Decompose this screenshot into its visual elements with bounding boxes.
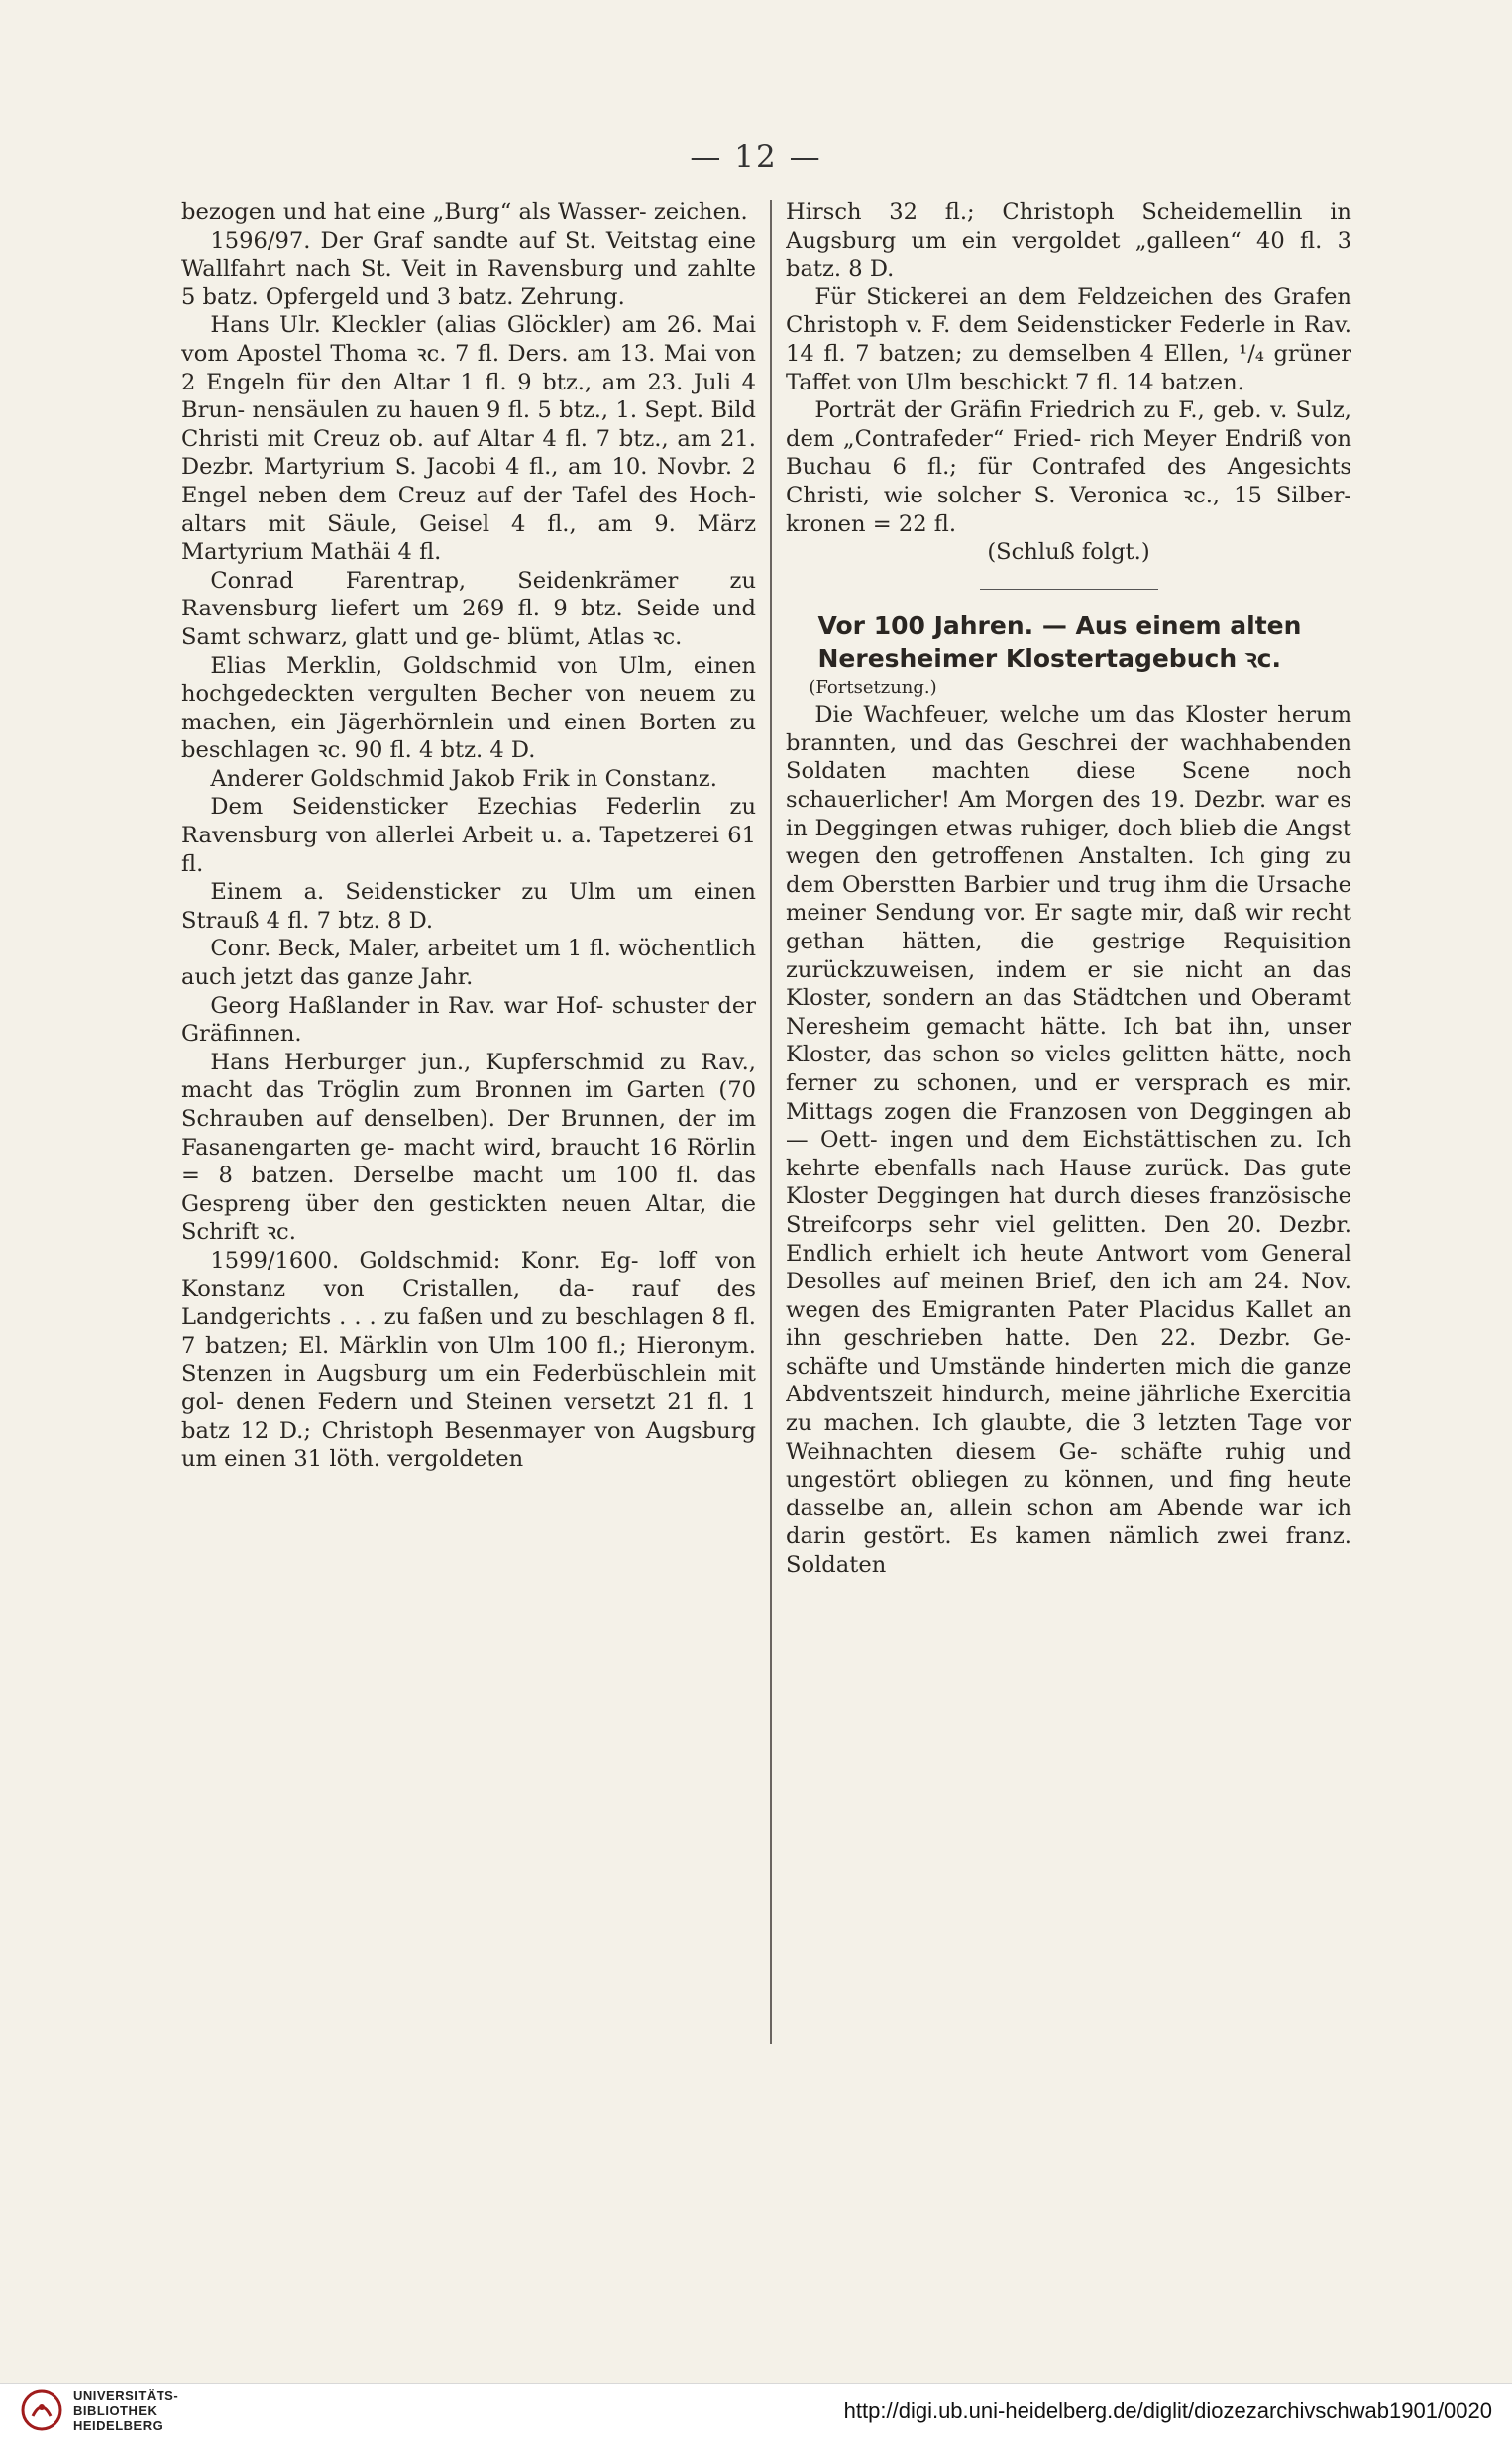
paragraph: Elias Merklin, Goldschmid von Ulm, einen hochgedeckten vergulten Becher von neuem zu machen, ein Jägerhörnlein und einen Borten zu beschlagen ꝛc. 90 fl. 4 btz. 4 D.: [181, 652, 756, 764]
paragraph: Dem Seidensticker Ezechias Federlin zu Ravensburg von allerlei Arbeit u. a. Tapetzerei 61 fl.: [181, 794, 756, 877]
paragraph: Hans Herburger jun., Kupferschmid zu Rav., macht das Tröglin zum Bronnen im Garten (70 Schrauben auf denselben). Der Brunnen, der im Fasanengarten ge- macht wird, braucht 16 Rörlin = 8 batzen. Derselbe macht um 100 fl. das Gespreng über den gestickten neuen Altar, die Schrift ꝛc.: [181, 1049, 756, 1246]
source-url-link[interactable]: http://digi.ub.uni-heidelberg.de/diglit/diozezarchivschwab1901/0020: [843, 2398, 1492, 2423]
library-logo[interactable]: [20, 2387, 178, 2434]
paragraph: Conrad Farentrap, Seidenkrämer zu Ravensburg liefert um 269 fl. 9 btz. Seide und Samt schwarz, glatt und ge- blümt, Atlas ꝛc.: [181, 567, 756, 650]
article-subnote: (Fortsetzung.): [809, 677, 937, 699]
section-separator: [980, 589, 1158, 591]
column-divider: [770, 200, 772, 2044]
university-seal-icon: [20, 2387, 63, 2434]
paragraph: Hirsch 32 fl.; Christoph Scheidemellin in Augsburg um ein vergoldet „galleen“ 40 fl. 3 batz. 8 D.: [786, 199, 1351, 282]
paragraph: bezogen und hat eine „Burg“ als Wasser- zeichen.: [181, 199, 748, 225]
logo-line: HEIDELBERG: [73, 2417, 163, 2433]
continued-note: (Schluß folgt.): [987, 539, 1150, 566]
paragraph: Georg Haßlander in Rav. war Hof- schuster der Gräfinnen.: [181, 992, 756, 1048]
paragraph: Die Wachfeuer, welche um das Kloster herum brannten, und das Geschrei der wachhabenden Soldaten machten diese Scene noch schauerlicher! Am Morgen des 19. Dezbr. war es in Deggingen etwas ruhiger, doch blieb die Angst wegen den getroffenen Anstalten. Ich ging zu dem Oberstten Barbier und trug ihm die Ursache meiner Sendung vor. Er sagte mir, daß wir recht gethan hätten, die gestrige Requisition zurückzuweisen, indem er sie nicht an das Kloster, sondern an das Städtchen und Oberamt Neresheim gemacht hätte. Ich bat ihn, unser Kloster, das schon so vieles gelitten hätte, noch ferner zu schonen, und er versprach es mir. Mittags zogen die Franzosen von Deggingen ab — Oett- ingen und dem Eichstättischen zu. Ich kehrte ebenfalls nach Hause zurück. Das gute Kloster Deggingen hat durch dieses französische Streifcorps sehr viel gelitten. Den 20. Dezbr. Endlich erhielt ich heute Antwort vom General Desolles auf meinen Brief, den ich am 24. Nov. wegen des Emigranten Pater Placidus Kallet an ihn geschrieben hatte. Den 22. Dezbr. Ge- schäfte und Umstände hinderten mich die ganze Abdventszeit hindurch, meine jährliche Exercitia zu machen. Ich glaubte, die 3 letzten Tage vor Weihnachten diesem Ge- schäfte ruhig und ungestört obliegen zu können, und fing heute dasselbe an, allein schon am Abende war ich darin gestört. Es kamen nämlich zwei franz. Soldaten: [786, 702, 1351, 1579]
article-title-line2: Neresheimer Klostertagebuch ꝛc.: [817, 644, 1281, 674]
paragraph: 1599/1600. Goldschmid: Konr. Eg- loff von Konstanz von Cristallen, da- rauf des Landgerichts . . . zu faßen und zu beschlagen 8 fl. 7 batzen; El. Märklin von Ulm 100 fl.; Hieronym. Stenzen in Augsburg um ein Federbüschlein mit gol- denen Federn und Steinen versetzt 21 fl. 1 batz 12 D.; Christoph Besenmayer von Augsburg um einen 31 löth. vergoldeten: [181, 1247, 756, 1473]
paragraph: Hans Ulr. Kleckler (alias Glöckler) am 26. Mai vom Apostel Thoma ꝛc. 7 fl. Ders. am 13. Mai von 2 Engeln für den Altar 1 fl. 9 btz., am 23. Juli 4 Brun- nensäulen zu hauen 9 fl. 5 btz., 1. Sept. Bild Christi mit Creuz ob. auf Altar 4 fl. 7 btz., am 21. Dezbr. Martyrium S. Jacobi 4 fl., am 10. Novbr. 2 Engel neben dem Creuz auf der Tafel des Hoch- altars mit Säule, Geisel 4 fl., am 9. März Martyrium Mathäi 4 fl.: [181, 312, 756, 566]
left-column: [181, 198, 756, 2061]
right-column: [786, 198, 1351, 2061]
paragraph: Conr. Beck, Maler, arbeitet um 1 fl. wöchentlich auch jetzt das ganze Jahr.: [181, 936, 756, 991]
paragraph: Porträt der Gräfin Friedrich zu F., geb. v. Sulz, dem „Contrafeder“ Fried- rich Meyer Endriß von Buchau 6 fl.; für Contrafed des Angesichts Christi, wie solcher S. Veronica ꝛc., 15 Silber- kronen = 22 fl.: [786, 397, 1351, 537]
article-title: Vor 100 Jahren. — Aus einem alten: [817, 611, 1302, 641]
logo-line: UNIVERSITÄTS-: [73, 2387, 179, 2403]
paragraph: Einem a. Seidensticker zu Ulm um einen Strauß 4 fl. 7 btz. 8 D.: [181, 879, 756, 934]
page-number: — 12 —: [690, 139, 822, 174]
paragraph: Für Stickerei an dem Feldzeichen des Grafen Christoph v. F. dem Seidensticker Federle in Rav. 14 fl. 7 batzen; zu demselben 4 Ellen, ¹/₄ grüner Taffet von Ulm beschickt 7 fl. 14 batzen.: [786, 283, 1351, 395]
logo-line: BIBLIOTHEK: [73, 2402, 158, 2418]
paragraph: 1596/97. Der Graf sandte auf St. Veitstag eine Wallfahrt nach St. Veit in Ravensburg und zahlte 5 batz. Opfergeld und 3 batz. Zehrung.: [181, 227, 756, 310]
paragraph: Anderer Goldschmid Jakob Frik in Constanz.: [210, 765, 717, 792]
